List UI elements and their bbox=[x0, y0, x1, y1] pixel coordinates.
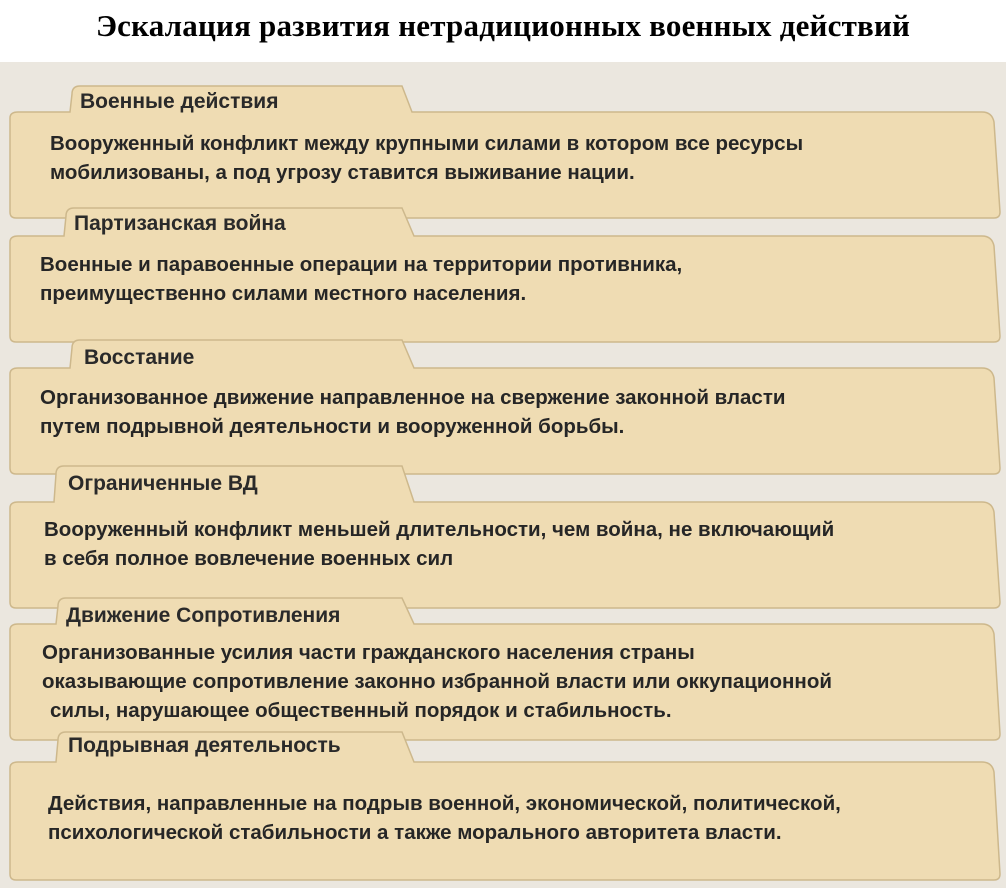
desc-line: психологической стабильности а также морального авторитета власти. bbox=[48, 821, 782, 844]
card-description bbox=[42, 638, 832, 725]
desc-line: Организованное движение направленное на свержение законной власти bbox=[40, 386, 786, 409]
card-description bbox=[40, 250, 682, 308]
desc-line: Военные и паравоенные операции на территории противника, bbox=[40, 253, 683, 276]
card-limited-military-actions bbox=[10, 462, 1000, 608]
card-description bbox=[40, 383, 785, 441]
card-heading: Ограниченные ВД bbox=[68, 472, 258, 495]
card-heading: Движение Сопротивления bbox=[66, 604, 341, 627]
desc-line: мобилизованы, а под угрозу ставится выживание нации. bbox=[50, 161, 635, 184]
card-description bbox=[48, 789, 841, 847]
diagram-panel bbox=[0, 62, 1006, 888]
card-heading: Партизанская война bbox=[74, 212, 286, 235]
desc-line: силы, нарушающее общественный порядок и стабильность. bbox=[50, 699, 672, 722]
card-heading: Военные действия bbox=[80, 90, 279, 113]
desc-line: путем подрывной деятельности и вооруженной борьбы. bbox=[40, 415, 625, 438]
desc-line: в себя полное вовлечение военных сил bbox=[44, 547, 454, 570]
card-guerrilla-war bbox=[10, 206, 1000, 342]
desc-line: преимущественно силами местного населения. bbox=[40, 282, 527, 305]
card-resistance-movement bbox=[10, 594, 1000, 740]
card-uprising bbox=[10, 336, 1000, 474]
card-description bbox=[50, 129, 803, 187]
card-subversive-activity bbox=[10, 728, 1000, 880]
desc-line: Организованные усилия части гражданского населения страны bbox=[42, 641, 695, 664]
desc-line: Вооруженный конфликт меньшей длительности, чем война, не включающий bbox=[44, 518, 835, 541]
card-heading: Восстание bbox=[84, 346, 195, 369]
card-heading: Подрывная деятельность bbox=[68, 734, 341, 757]
card-description bbox=[44, 515, 834, 573]
diagram-title: Эскалация развития нетрадиционных военных действий bbox=[95, 8, 911, 43]
desc-line: оказывающие сопротивление законно избранной власти или оккупационной bbox=[42, 670, 832, 693]
card-military-actions bbox=[10, 84, 1000, 218]
desc-line: Действия, направленные на подрыв военной, экономической, политической, bbox=[48, 792, 841, 815]
desc-line: Вооруженный конфликт между крупными силами в котором все ресурсы bbox=[50, 132, 804, 155]
